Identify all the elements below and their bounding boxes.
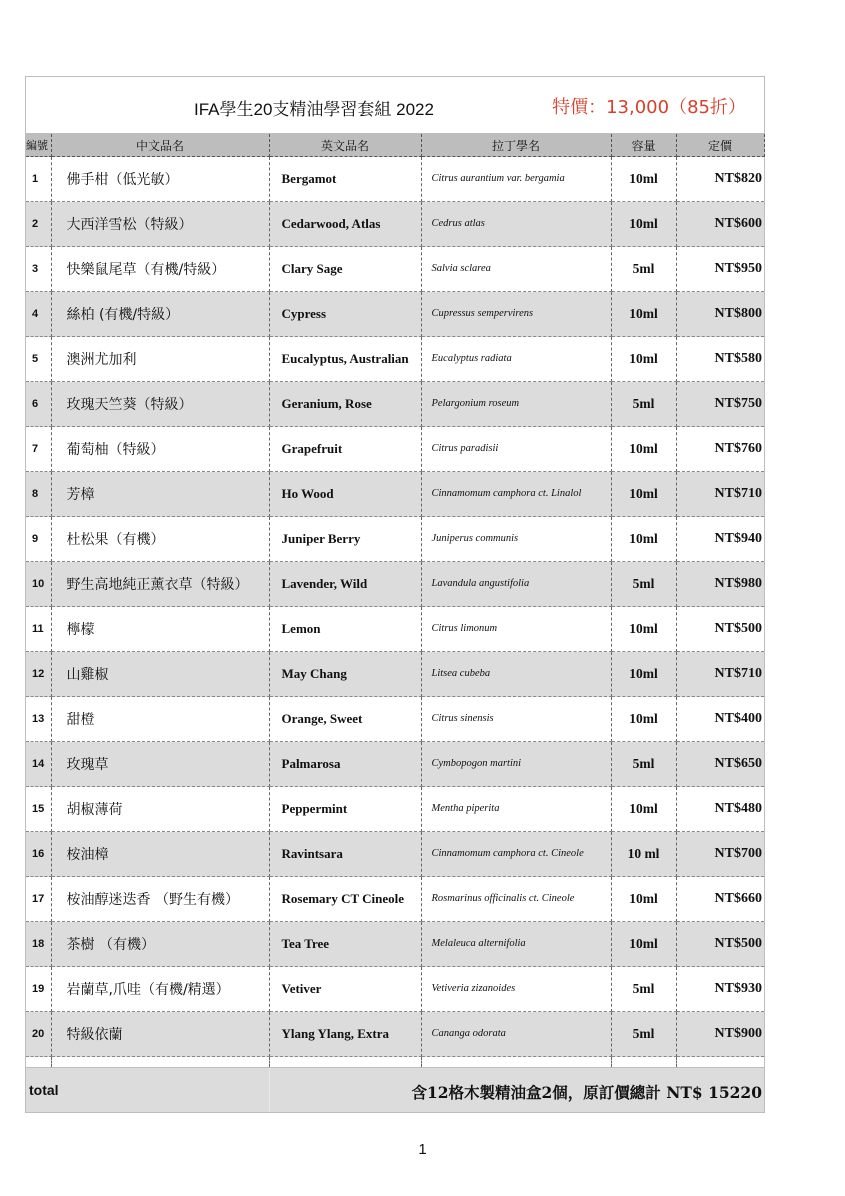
price-cell: NT$980 — [676, 562, 764, 607]
volume-cell: 10ml — [611, 697, 676, 742]
english-name-cell: Vetiver — [269, 967, 421, 1012]
row-number-cell: 16 — [26, 832, 51, 877]
english-name-cell: Cedarwood, Atlas — [269, 202, 421, 247]
row-number-cell: 4 — [26, 292, 51, 337]
row-number-cell: 7 — [26, 427, 51, 472]
english-name-cell: Bergamot — [269, 157, 421, 202]
table-row — [26, 967, 764, 1012]
spacer-row — [26, 1057, 764, 1068]
price-cell: NT$600 — [676, 202, 764, 247]
col-header-en: 英文品名 — [269, 134, 421, 157]
latin-name-cell: Vetiveria zizanoides — [421, 967, 611, 1012]
table-row — [26, 472, 764, 517]
chinese-name-cell: 甜橙 — [51, 697, 269, 742]
col-header-no: 編號 — [26, 134, 51, 157]
table-row — [26, 427, 764, 472]
price-cell: NT$710 — [676, 472, 764, 517]
row-number-cell: 13 — [26, 697, 51, 742]
row-number-cell: 18 — [26, 922, 51, 967]
price-cell: NT$500 — [676, 607, 764, 652]
latin-name-cell: Juniperus communis — [421, 517, 611, 562]
price-cell: NT$760 — [676, 427, 764, 472]
price-cell: NT$660 — [676, 877, 764, 922]
latin-name-cell: Cinnamomum camphora ct. Cineole — [421, 832, 611, 877]
price-cell: NT$500 — [676, 922, 764, 967]
latin-name-cell: Cananga odorata — [421, 1012, 611, 1057]
volume-cell: 10ml — [611, 652, 676, 697]
volume-cell: 10ml — [611, 157, 676, 202]
price-cell: NT$940 — [676, 517, 764, 562]
latin-name-cell: Pelargonium roseum — [421, 382, 611, 427]
table-row — [26, 922, 764, 967]
latin-name-cell: Salvia sclarea — [421, 247, 611, 292]
english-name-cell: Eucalyptus, Australian — [269, 337, 421, 382]
english-name-cell: May Chang — [269, 652, 421, 697]
volume-cell: 10ml — [611, 787, 676, 832]
chinese-name-cell: 特級依蘭 — [51, 1012, 269, 1057]
volume-cell: 10ml — [611, 607, 676, 652]
volume-cell: 10ml — [611, 292, 676, 337]
col-header-volume: 容量 — [611, 134, 676, 157]
chinese-name-cell: 玫瑰天竺葵（特級） — [51, 382, 269, 427]
english-name-cell: Ylang Ylang, Extra — [269, 1012, 421, 1057]
latin-name-cell: Melaleuca alternifolia — [421, 922, 611, 967]
table-row — [26, 697, 764, 742]
chinese-name-cell: 岩蘭草,爪哇（有機/精選） — [51, 967, 269, 1012]
volume-cell: 10ml — [611, 517, 676, 562]
english-name-cell: Grapefruit — [269, 427, 421, 472]
price-cell: NT$950 — [676, 247, 764, 292]
volume-cell: 10ml — [611, 922, 676, 967]
volume-cell: 5ml — [611, 247, 676, 292]
english-name-cell: Geranium, Rose — [269, 382, 421, 427]
total-divider — [269, 1068, 270, 1112]
price-cell: NT$480 — [676, 787, 764, 832]
col-header-latin: 拉丁學名 — [421, 134, 611, 157]
english-name-cell: Rosemary CT Cineole — [269, 877, 421, 922]
price-cell: NT$710 — [676, 652, 764, 697]
col-header-zh: 中文品名 — [51, 134, 269, 157]
volume-cell: 5ml — [611, 382, 676, 427]
volume-cell: 10ml — [611, 877, 676, 922]
sheet-title: IFA學生20支精油學習套組 2022 — [194, 100, 434, 119]
row-number-cell: 11 — [26, 607, 51, 652]
total-label: total — [29, 1082, 59, 1098]
english-name-cell: Palmarosa — [269, 742, 421, 787]
row-number-cell: 10 — [26, 562, 51, 607]
english-name-cell: Orange, Sweet — [269, 697, 421, 742]
table-row — [26, 742, 764, 787]
total-row — [26, 1067, 764, 1113]
price-cell: NT$750 — [676, 382, 764, 427]
latin-name-cell: Cinnamomum camphora ct. Linalol — [421, 472, 611, 517]
table-row — [26, 247, 764, 292]
table-row — [26, 382, 764, 427]
volume-cell: 10ml — [611, 427, 676, 472]
english-name-cell: Cypress — [269, 292, 421, 337]
spacer-cell — [26, 1057, 51, 1068]
chinese-name-cell: 快樂鼠尾草（有機/特級） — [51, 247, 269, 292]
latin-name-cell: Cupressus sempervirens — [421, 292, 611, 337]
special-price: 特價：13,000（85折） — [552, 97, 746, 118]
chinese-name-cell: 芳樟 — [51, 472, 269, 517]
row-number-cell: 8 — [26, 472, 51, 517]
volume-cell: 10ml — [611, 337, 676, 382]
volume-cell: 5ml — [611, 1012, 676, 1057]
table-row — [26, 337, 764, 382]
latin-name-cell: Lavandula angustifolia — [421, 562, 611, 607]
row-number-cell: 5 — [26, 337, 51, 382]
table-row — [26, 832, 764, 877]
row-number-cell: 17 — [26, 877, 51, 922]
row-number-cell: 19 — [26, 967, 51, 1012]
chinese-name-cell: 檸檬 — [51, 607, 269, 652]
price-cell: NT$820 — [676, 157, 764, 202]
latin-name-cell: Citrus sinensis — [421, 697, 611, 742]
table-row — [26, 517, 764, 562]
chinese-name-cell: 澳洲尤加利 — [51, 337, 269, 382]
table-row — [26, 877, 764, 922]
chinese-name-cell: 玫瑰草 — [51, 742, 269, 787]
table-row — [26, 607, 764, 652]
oil-table — [26, 134, 765, 1067]
latin-name-cell: Citrus limonum — [421, 607, 611, 652]
price-cell: NT$400 — [676, 697, 764, 742]
table-row — [26, 292, 764, 337]
total-text: 含12格木製精油盒2個，原訂價總計 NT$ 15220 — [411, 1083, 762, 1102]
row-number-cell: 12 — [26, 652, 51, 697]
english-name-cell: Clary Sage — [269, 247, 421, 292]
spacer-cell — [676, 1057, 764, 1068]
english-name-cell: Lemon — [269, 607, 421, 652]
chinese-name-cell: 茶樹 （有機） — [51, 922, 269, 967]
chinese-name-cell: 葡萄柚（特級） — [51, 427, 269, 472]
price-cell: NT$700 — [676, 832, 764, 877]
english-name-cell: Ravintsara — [269, 832, 421, 877]
row-number-cell: 14 — [26, 742, 51, 787]
english-name-cell: Ho Wood — [269, 472, 421, 517]
chinese-name-cell: 杜松果（有機） — [51, 517, 269, 562]
row-number-cell: 3 — [26, 247, 51, 292]
english-name-cell: Juniper Berry — [269, 517, 421, 562]
latin-name-cell: Eucalyptus radiata — [421, 337, 611, 382]
price-cell: NT$580 — [676, 337, 764, 382]
header-row — [26, 134, 764, 157]
english-name-cell: Peppermint — [269, 787, 421, 832]
table-row — [26, 787, 764, 832]
spacer-cell — [269, 1057, 421, 1068]
row-number-cell: 6 — [26, 382, 51, 427]
price-cell: NT$930 — [676, 967, 764, 1012]
spacer-cell — [51, 1057, 269, 1068]
chinese-name-cell: 桉油醇迷迭香 （野生有機） — [51, 877, 269, 922]
english-name-cell: Tea Tree — [269, 922, 421, 967]
table-row — [26, 562, 764, 607]
chinese-name-cell: 胡椒薄荷 — [51, 787, 269, 832]
volume-cell: 10ml — [611, 472, 676, 517]
volume-cell: 10ml — [611, 202, 676, 247]
page-number: 1 — [418, 1141, 427, 1158]
chinese-name-cell: 山雞椒 — [51, 652, 269, 697]
title-row — [26, 77, 764, 134]
latin-name-cell: Litsea cubeba — [421, 652, 611, 697]
chinese-name-cell: 佛手柑（低光敏） — [51, 157, 269, 202]
table-row — [26, 1012, 764, 1057]
price-cell: NT$650 — [676, 742, 764, 787]
chinese-name-cell: 野生高地純正薰衣草（特級） — [51, 562, 269, 607]
volume-cell: 5ml — [611, 742, 676, 787]
volume-cell: 10 ml — [611, 832, 676, 877]
latin-name-cell: Mentha piperita — [421, 787, 611, 832]
chinese-name-cell: 大西洋雪松（特級） — [51, 202, 269, 247]
volume-cell: 5ml — [611, 562, 676, 607]
row-number-cell: 9 — [26, 517, 51, 562]
table-row — [26, 157, 764, 202]
row-number-cell: 2 — [26, 202, 51, 247]
price-cell: NT$900 — [676, 1012, 764, 1057]
price-sheet — [25, 76, 765, 1113]
spacer-cell — [611, 1057, 676, 1068]
chinese-name-cell: 絲柏 (有機/特級） — [51, 292, 269, 337]
row-number-cell: 20 — [26, 1012, 51, 1057]
price-cell: NT$800 — [676, 292, 764, 337]
col-header-price: 定價 — [676, 134, 764, 157]
spacer-cell — [421, 1057, 611, 1068]
row-number-cell: 15 — [26, 787, 51, 832]
latin-name-cell: Citrus paradisii — [421, 427, 611, 472]
latin-name-cell: Citrus aurantium var. bergamia — [421, 157, 611, 202]
table-row — [26, 652, 764, 697]
latin-name-cell: Cymbopogon martini — [421, 742, 611, 787]
chinese-name-cell: 桉油樟 — [51, 832, 269, 877]
row-number-cell: 1 — [26, 157, 51, 202]
latin-name-cell: Rosmarinus officinalis ct. Cineole — [421, 877, 611, 922]
latin-name-cell: Cedrus atlas — [421, 202, 611, 247]
volume-cell: 5ml — [611, 967, 676, 1012]
table-row — [26, 202, 764, 247]
english-name-cell: Lavender, Wild — [269, 562, 421, 607]
